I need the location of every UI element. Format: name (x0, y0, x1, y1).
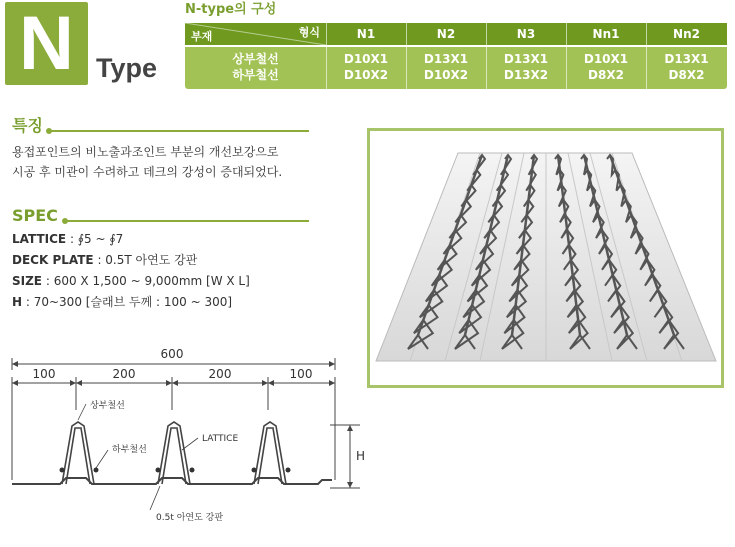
dim-segment: 200 (208, 367, 232, 381)
dim-segment: 100 (32, 367, 56, 381)
table-cell: D10X2 (423, 68, 469, 82)
corner-label-type: 형식 (298, 26, 320, 39)
composition-table (185, 23, 727, 89)
label-lattice: LATTICE (202, 434, 239, 444)
column-header: N1 (356, 27, 376, 41)
features-rule-dot (46, 128, 52, 134)
spec-rule-dot (62, 218, 68, 224)
features-rule (50, 130, 309, 132)
header-corner-cell (185, 23, 326, 45)
section-girders (62, 422, 286, 484)
spec-title: SPEC (12, 206, 58, 225)
deck-plate-profile (12, 478, 332, 484)
column-header: N2 (436, 27, 456, 41)
deck-lattice-illustration (370, 131, 721, 385)
features-title: 특징 (12, 116, 43, 135)
label-height: H (356, 449, 366, 463)
label-bottom-wire: 하부철선 (112, 445, 147, 455)
table-cell: D13X1 (664, 52, 709, 66)
table-cell: D13X2 (503, 68, 549, 82)
row-label: 상부철선 (232, 52, 279, 66)
type-badge (5, 2, 88, 85)
dim-segment: 100 (289, 367, 313, 381)
table-cell: D13X1 (503, 52, 549, 66)
column-header: Nn1 (592, 27, 620, 41)
spec-item-height: H : 70~300 [슬래브 두께 : 100 ~ 300] (12, 295, 233, 309)
type-word: Type (96, 53, 158, 83)
features-line: 용접포인트의 비노출과조인트 부분의 개선보강으로 (12, 145, 279, 159)
composition-title: N-type의 구성 (185, 2, 277, 17)
table-cell: D10X1 (583, 52, 629, 66)
label-plate: 0.5t 아연도 강판 (156, 513, 224, 523)
dim-total: 600 (160, 347, 184, 361)
table-cell: D8X2 (588, 68, 624, 82)
composition-table-header (185, 23, 727, 45)
product-photo (367, 128, 724, 388)
row-label: 하부철선 (232, 68, 279, 82)
dim-segment: 200 (112, 367, 136, 381)
spec-item-size: SIZE : 600 X 1,500 ~ 9,000mm [W X L] (12, 274, 250, 288)
corner-label-member: 부재 (191, 30, 213, 43)
column-header: N3 (516, 27, 536, 41)
badge-letter: N (19, 0, 74, 86)
cross-section-drawing (0, 340, 370, 545)
label-top-wire: 상부철선 (90, 401, 125, 411)
features-text (12, 142, 357, 182)
spec-list (12, 229, 250, 313)
spec-item-deck-plate: DECK PLATE : 0.5T 아연도 강판 (12, 253, 198, 267)
spec-item-lattice: LATTICE : ∮5 ~ ∮7 (12, 232, 124, 246)
features-line: 시공 후 미관이 수려하고 데크의 강성이 증대되었다. (12, 165, 283, 179)
table-cell: D13X1 (423, 52, 469, 66)
table-cell: D10X1 (343, 52, 389, 66)
spec-rule (66, 220, 309, 222)
table-cell: D8X2 (668, 68, 705, 82)
composition-table-body (185, 47, 727, 89)
table-cell: D10X2 (343, 68, 389, 82)
column-header: Nn2 (673, 27, 700, 41)
